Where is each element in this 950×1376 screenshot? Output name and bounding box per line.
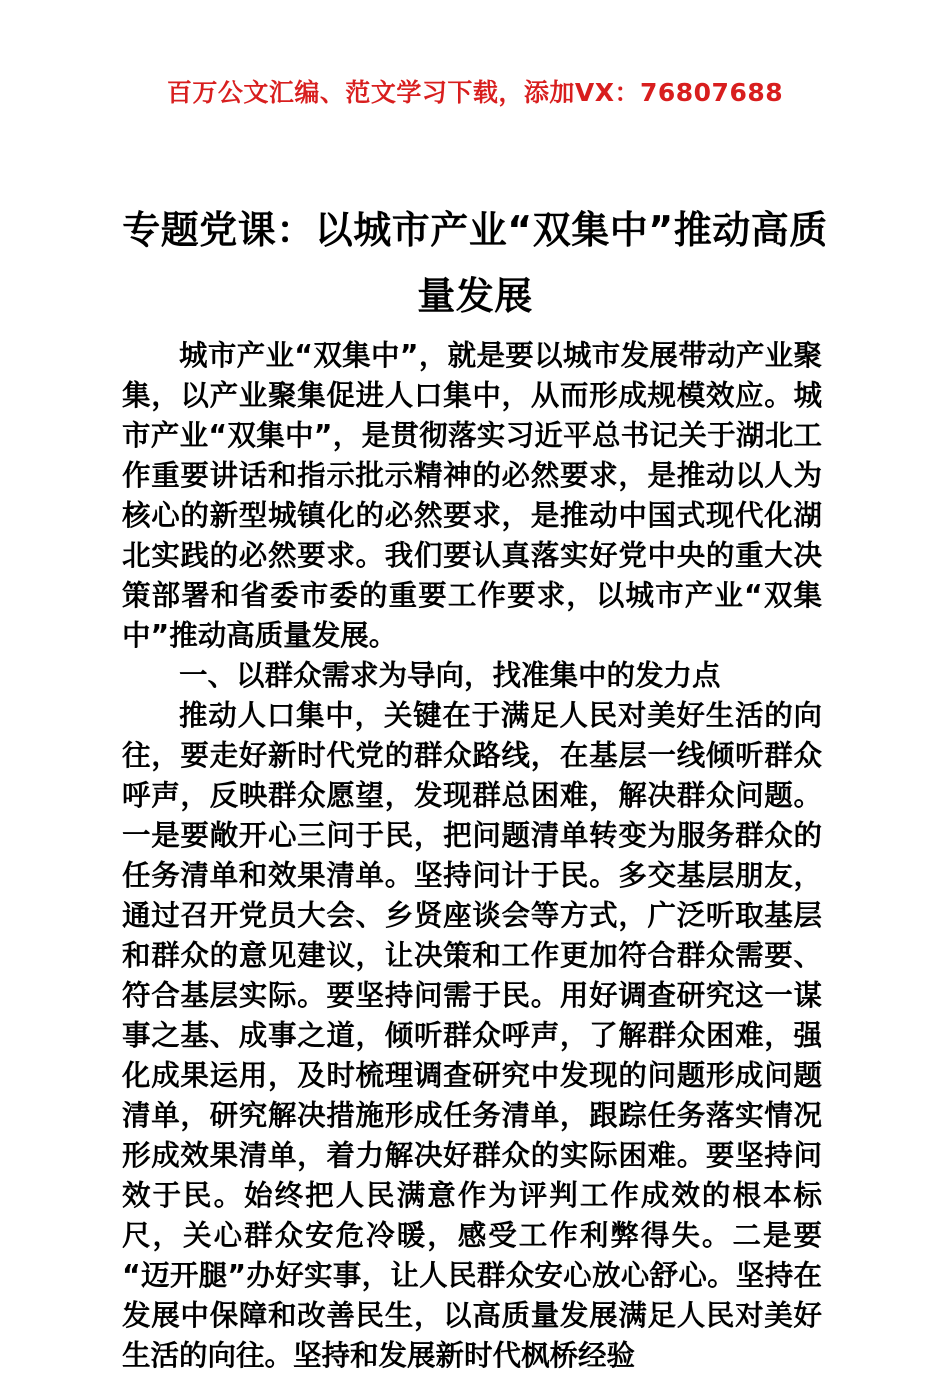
section-heading-one: 一、以群众需求为导向，找准集中的发力点 [179,659,721,692]
paragraph-intro: 城市产业“双集中”，就是要以城市发展带动产业聚集，以产业聚集促进人口集中，从而形成规模效应。城市产业“双集中”，是贯彻落实习近平总书记关于湖北工作重要讲话和指示批示精神的必然要求，是推动以人为核心的新型城镇化的必然要求，是推动中国式现代化湖北实践的必然要求。我们要认真落实好党中央的重大决策部署和省委市委的重要工作要求，以城市产业“双集中”推动高质量发展。 [122,339,822,652]
promo-watermark-header: 百万公文汇编、范文学习下载，添加VX：76807688 [166,78,784,107]
document-title: 专题党课：以城市产业“双集中”推动高质量发展 [122,208,828,319]
document-body [122,336,822,1376]
paragraph-section-one-body: 推动人口集中，关键在于满足人民对美好生活的向往，要走好新时代党的群众路线，在基层一线倾听群众呼声，反映群众愿望，发现群总困难，解决群众问题。一是要敞开心三问于民，把问题清单转变为服务群众的任务清单和效果清单。坚持问计于民。多交基层朋友，通过召开党员大会、乡贤座谈会等方式，广泛听取基层和群众的意见建议，让决策和工作更加符合群众需要、符合基层实际。要坚持问需于民。用好调查研究这一谋事之基、成事之道，倾听群众呼声，了解群众困难，强化成果运用，及时梳理调查研究中发现的问题形成问题清单，研究解决措施形成任务清单，跟踪任务落实情况形成效果清单，着力解决好群众的实际困难。要坚持问效于民。始终把人民满意作为评判工作成效的根本标尺，关心群众安危冷暖，感受工作利弊得失。二是要“迈开腿”办好实事，让人民群众安心放心舒心。坚持在发展中保障和改善民生，以高质量发展满足人民对美好生活的向往。坚持和发展新时代枫桥经验 [122,699,822,1372]
